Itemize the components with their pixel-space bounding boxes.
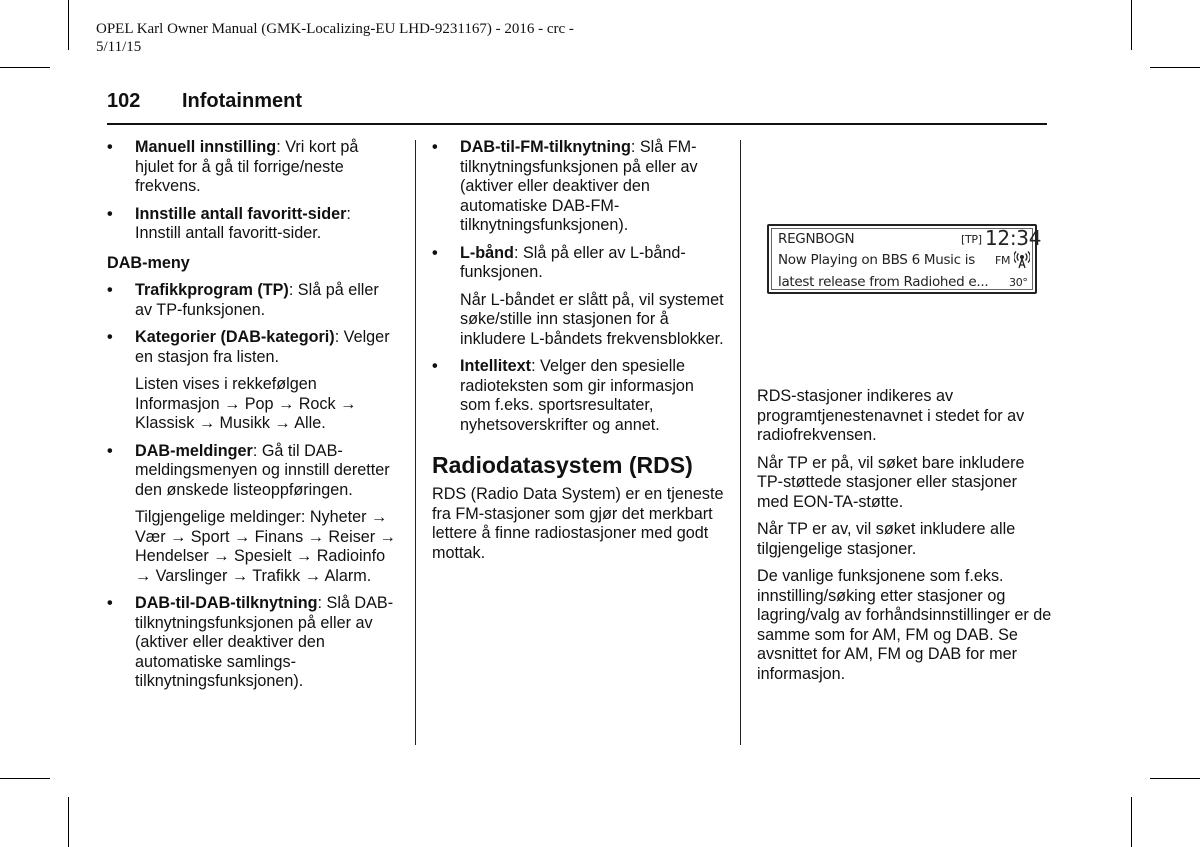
list-item (432, 244, 724, 283)
antenna-icon (1014, 251, 1030, 269)
item-text: : Slå FM-tilknytningsfunksjonen på eller av (aktiver eller deaktiver den automatiske DAB-FM-tilknytningsfunksjonen). (460, 138, 698, 234)
crop-mark (1131, 797, 1132, 847)
column-1 (107, 138, 397, 692)
item-text: : Velger en stasjon fra listen. (135, 328, 390, 366)
item-term: Manuell innstilling (135, 138, 277, 156)
paragraph: Tilgjengelige meldinger: Nyheter → Vær → Sport → Finans → Reiser → Hendelser → Spesielt → Radioinfo → Varslinger → Trafikk → Alarm. (135, 508, 396, 585)
paragraph: RDS (Radio Data System) er en tjeneste fra FM-stasjoner som gjør det merkbart lettere å finne radiostasjoner med godt mottak. (432, 485, 724, 562)
list-item (107, 205, 397, 244)
bullet-icon: • (107, 594, 113, 612)
column-3 (757, 387, 1052, 684)
station-name: REGNBOGN (778, 231, 855, 247)
list-item (432, 138, 724, 236)
column-2 (432, 138, 724, 563)
list-item (107, 138, 397, 197)
item-text: : Innstill antall favoritt-sider. (135, 204, 351, 242)
list-item (107, 328, 397, 367)
list-item (107, 281, 397, 320)
band-indicator: FM (995, 254, 1011, 267)
paragraph: Listen vises i rekkefølgen Informasjon → Pop → Rock → Klassisk → Musikk → Alle. (135, 375, 357, 432)
item-term: Trafikkprogram (TP) (135, 281, 289, 299)
item-text: : Vri kort på hjulet for å gå til forrige/neste frekvens. (135, 138, 359, 195)
list-item (432, 357, 724, 435)
crop-mark (1150, 778, 1200, 779)
list-item (107, 594, 397, 692)
subheading: DAB-meny (107, 253, 190, 272)
page-header (107, 90, 302, 113)
bullet-icon: • (432, 138, 438, 156)
item-text: : Velger den spesielle radioteksten som gir informasjon som f.eks. sportsresultater, nyhetsoverskrifter og annet. (460, 357, 694, 434)
crop-mark (68, 0, 69, 50)
item-text: : Gå til DAB-meldingsmenyen og innstill deretter den ønskede listeoppføringen. (135, 441, 390, 499)
crop-mark (68, 797, 69, 847)
metadata-line: OPEL Karl Owner Manual (GMK-Localizing-EU LHD-9231167) - 2016 - crc - (96, 21, 574, 37)
bullet-icon: • (107, 281, 113, 299)
item-text: : Slå på eller av L-bånd-funksjonen. (460, 243, 686, 281)
temperature: 30° (1009, 276, 1028, 289)
item-term: DAB-til-FM-tilknytning (460, 138, 631, 156)
bullet-icon: • (107, 138, 113, 156)
crop-mark (1131, 0, 1132, 50)
paragraph: Når TP er på, vil søket bare inkludere TP-støttede stasjoner eller stasjoner med EON-TA-støtte. (757, 453, 1025, 511)
paragraph: RDS-stasjoner indikeres av programtjenestenavnet i stedet for av radiofrekvensen. (757, 387, 1025, 444)
item-term: Kategorier (DAB-kategori) (135, 328, 335, 346)
page-number: 102 (107, 90, 141, 112)
radio-display-illustration (767, 224, 1042, 294)
column-divider (740, 140, 741, 745)
bullet-icon: • (107, 328, 113, 346)
crop-mark (0, 67, 50, 68)
section-heading: Radiodatasystem (RDS) (432, 452, 693, 478)
clock-time: 12:34 (985, 226, 1042, 250)
radio-text-line: Now Playing on BBS 6 Music is (778, 252, 975, 268)
item-term: DAB-meldinger (135, 441, 253, 460)
column-divider (415, 140, 416, 745)
document-metadata (96, 20, 616, 56)
paragraph: Når TP er av, vil søket inkludere alle tilgjengelige stasjoner. (757, 520, 1016, 558)
crop-mark (1150, 67, 1200, 68)
item-term: DAB-til-DAB-tilknytning (135, 594, 318, 612)
bullet-icon: • (432, 243, 438, 262)
item-term: Intellitext (460, 357, 532, 375)
radio-text-line: latest release from Radiohed e... (778, 274, 989, 290)
header-rule (107, 123, 1047, 125)
metadata-date: 5/11/15 (96, 39, 142, 55)
bullet-icon: • (107, 441, 113, 460)
paragraph: Når L-båndet er slått på, vil systemet søke/stille inn stasjonen for å inkludere L-båndets frekvensblokker. (460, 290, 724, 348)
tp-indicator: [TP] (961, 233, 982, 246)
item-term: L-bånd (460, 243, 514, 262)
bullet-icon: • (107, 204, 113, 223)
crop-mark (0, 778, 50, 779)
bullet-icon: • (432, 357, 438, 375)
paragraph: De vanlige funksjonene som f.eks. innstilling/søking etter stasjoner og lagring/valg av forhåndsinnstillinger er de samme som for AM, FM og DAB. Se avsnittet for AM, FM og DAB for mer informasjon. (757, 567, 1052, 683)
list-item (107, 442, 397, 501)
item-term: Innstille antall favoritt-sider (135, 204, 347, 223)
item-text: : Slå DAB-tilknytningsfunksjonen på eller av (aktiver eller deaktiver den automatiske samlings-tilknytningsfunksjonen). (135, 594, 394, 690)
item-text: : Slå på eller av TP-funksjonen. (135, 281, 379, 319)
section-title: Infotainment (182, 90, 302, 112)
